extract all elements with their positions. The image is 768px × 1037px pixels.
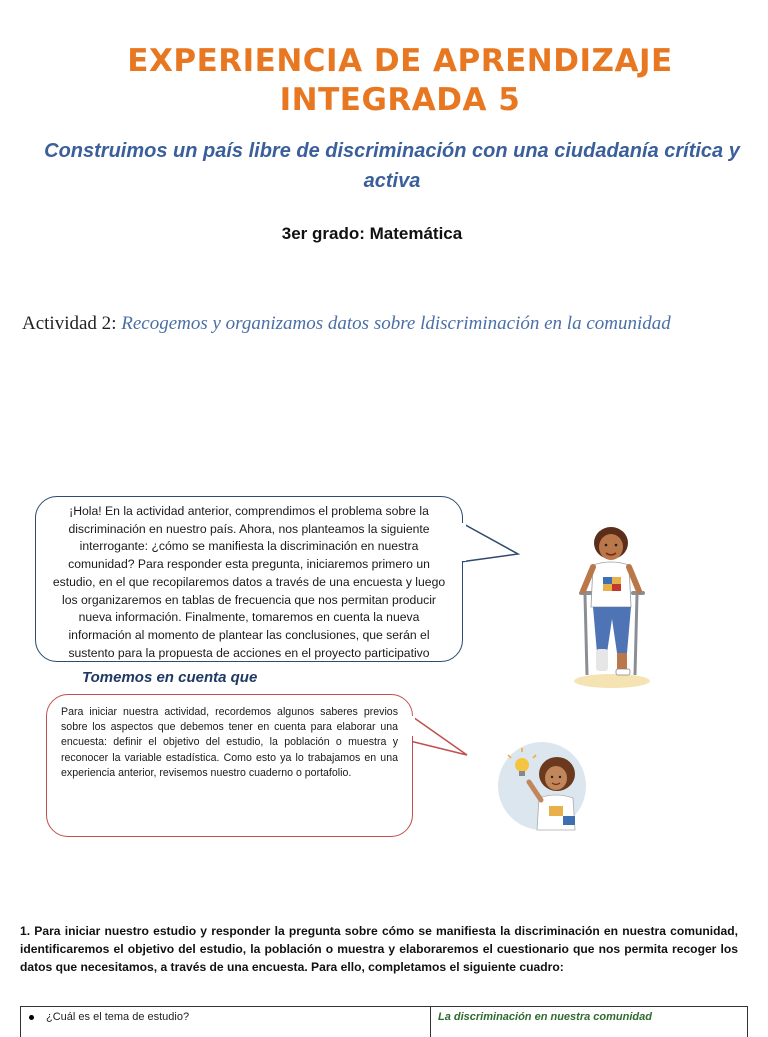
- grade-label: 3er grado: Matemática: [281, 224, 463, 243]
- instruction-paragraph: 1. Para iniciar nuestro estudio y responder la pregunta sobre cómo se manifiesta la discriminación en nuestra comunidad, identificaremos el objetivo del estudio, la población o muestra y elaboraremos el cuestionario que nos permita recoger los datos que necesitamos, a través de una encuesta. Para ello, completamos el siguiente cuadro:: [20, 924, 738, 974]
- subtitle-line-2: activa: [363, 170, 421, 192]
- bubble1-tail-seam: [460, 523, 466, 561]
- activity-line: [22, 313, 762, 335]
- bubble1-text: ¡Hola! En la actividad anterior, comprendimos el problema sobre la discriminación en nuestro país. Ahora, nos planteamos la siguiente interrogante: ¿cómo se manifiesta la discriminación en nuestra comunidad? Para responder esta pregunta, iniciaremos primero un estudio, en el que recopilaremos datos a través de una encuesta y luego los organizaremos en tablas de frecuencia que nos permitan producir nueva información. Finalmente, tomaremos en cuenta la nueva información al momento de plantear las conclusiones, que serán el sustento para la propuesta de acciones en el proyecto participativo: [52, 504, 446, 660]
- page-title-line-2: INTEGRADA 5: [279, 82, 521, 118]
- study-table: [20, 1006, 748, 1037]
- activity-label: Actividad 2: [22, 313, 112, 334]
- bullet-icon: [29, 1015, 34, 1020]
- section-heading: Tomemos en cuenta que: [82, 669, 258, 686]
- table-answer[interactable]: La discriminación en nuestra comunidad: [438, 1011, 652, 1023]
- student-idea-illustration: [497, 740, 592, 835]
- activity-description: Recogemos y organizamos datos sobre ldiscriminación en la comunidad: [121, 313, 671, 334]
- speech-bubble-reminder: [46, 694, 413, 837]
- activity-colon: :: [111, 313, 122, 334]
- bubble2-text: Para iniciar nuestra actividad, recordemos algunos saberes previos sobre los aspectos que debemos tener en cuenta para elaborar una encuesta: definir el objetivo del estudio, la población o muestra y reconocer la variable estadística. Como esto ya lo trabajamos en una experiencia anterior, revisemos nuestro cuaderno o portafolio.: [61, 706, 398, 779]
- student-crutches-illustration: [565, 525, 660, 690]
- bubble2-tail-seam: [409, 716, 415, 736]
- page-title-line-1: EXPERIENCIA DE APRENDIZAJE: [127, 43, 673, 79]
- table-divider: [430, 1007, 431, 1037]
- speech-bubble-intro: [35, 496, 463, 662]
- table-question-cell: [29, 1011, 189, 1023]
- bubble2-tail: [405, 705, 475, 765]
- subtitle-line-1: Construimos un país libre de discriminación con una ciudadanía crítica y: [44, 140, 740, 162]
- table-question: ¿Cuál es el tema de estudio?: [46, 1011, 190, 1023]
